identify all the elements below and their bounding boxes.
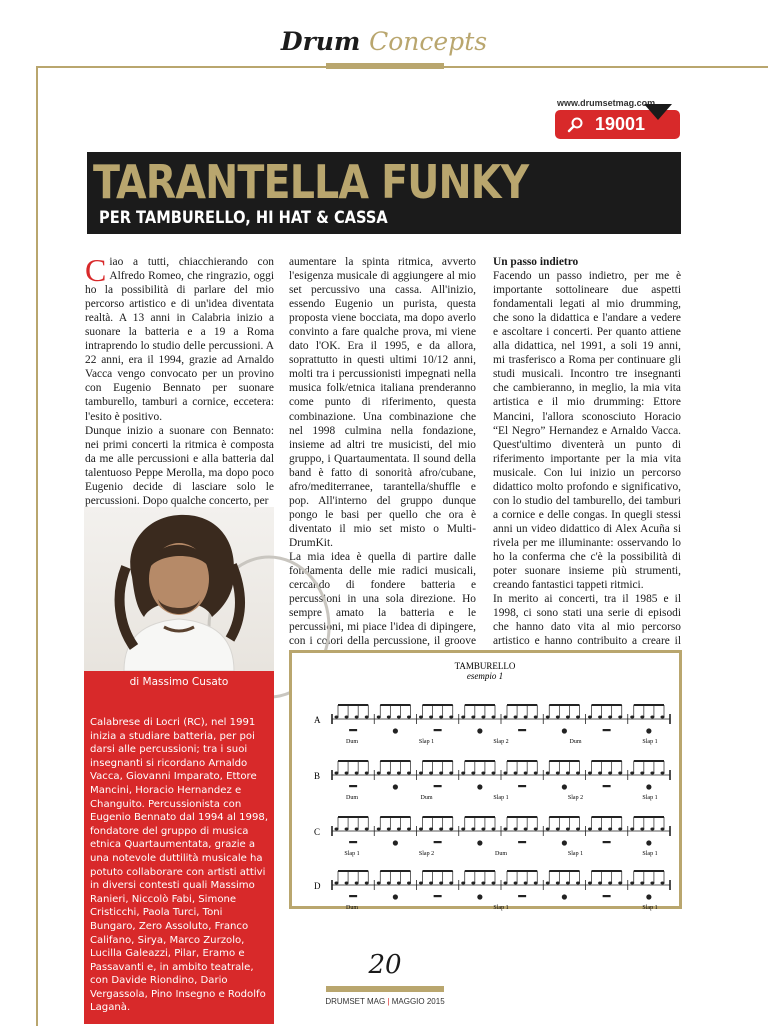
notation-note-head <box>534 828 538 831</box>
page-footer <box>300 997 470 1006</box>
notation-note-head <box>566 828 570 831</box>
notation-note-head <box>471 772 475 775</box>
notation-bass-note <box>393 728 398 733</box>
notation-note-head <box>335 828 339 831</box>
website-url[interactable]: www.drumsetmag.com <box>557 98 656 108</box>
notation-note-head <box>588 716 592 719</box>
notation-note-head <box>449 882 453 885</box>
notation-note-head <box>598 828 602 831</box>
notation-rest <box>603 841 611 843</box>
notation-title: TAMBURELLO <box>454 661 516 671</box>
notation-note-head <box>439 828 443 831</box>
notation-note-head <box>407 882 411 885</box>
notation-bass-note <box>562 840 567 845</box>
notation-note-head <box>524 882 528 885</box>
notation-note-head <box>546 882 550 885</box>
notation-bass-note <box>646 840 651 845</box>
notation-note-head <box>618 828 622 831</box>
notation-stroke-label: Dum <box>495 851 507 857</box>
notation-note-head <box>546 828 550 831</box>
notation-note-head <box>429 716 433 719</box>
notation-note-head <box>397 882 401 885</box>
notation-note-head <box>419 716 423 719</box>
notation-note-head <box>588 882 592 885</box>
article-subtitle: PER TAMBURELLO, HI HAT & CASSA <box>99 208 388 228</box>
notation-stroke-label: Dum <box>569 739 582 745</box>
notation-stroke-label: Slap 1 <box>642 795 658 801</box>
notation-note-head <box>365 716 369 719</box>
notation-note-head <box>335 882 339 885</box>
paragraph: La mia idea è quella di partire dalle fondamenta delle mie radici musicali, cercando di fondere batteria e percussioni in una sola direzione. Ho sempre amato la batteria e le percussioni, mi piace l'idea di dipingere, con i colori della percussione, il groove <box>289 550 476 648</box>
notation-note-head <box>661 828 665 831</box>
author-credit: di Massimo Cusato <box>129 676 229 688</box>
notation-note-head <box>355 828 359 831</box>
paragraph: In merito ai concerti, tra il 1985 e il 1998, ci sono stati una serie di episodi che hanno dato vita al mio percorso artistico e hanno contribuito a creare il <box>493 593 681 648</box>
notation-rows <box>314 705 670 911</box>
notation-stroke-label: Slap 2 <box>567 795 584 801</box>
notation-stroke-label: Slap 1 <box>642 739 658 745</box>
paragraph: aumentare la spinta ritmica, avverto l'esigenza musicale di aggiungere al mio set percussivo una cassa. All'inizio, essendo Eugenio un purista, questa proposta viene bocciata, ma dopo averlo convinto a fare qualche prova, mi viene dato l'OK. Era il 1995, e da allora, soprattutto in questi ultimi 10/12 anni, molti tra i percussionisti impegnati nella musica folk/etnica italiana prenderanno come punto di riferimento, questa combinazione. Una combinazione che nel 1998 culmina nella fondazione, insieme ad altri tre musicisti, del mio gruppo, i Quartaumentata. Il sound della band è fatto di sonorità afro/cubane, afro/mediterranee, tarantella/shuffle e pop. All'interno del gruppo dunque pongo le basi per quello che ora è diventato il mio set misto o Multi-DrumKit. <box>289 256 476 549</box>
notation-note-head <box>407 828 411 831</box>
notation-note-head <box>419 772 423 775</box>
notation-stroke-label: Slap 2 <box>493 739 509 745</box>
notation-stroke-label: Dum <box>420 795 433 801</box>
notation-note-head <box>387 716 391 719</box>
header-tab-bar <box>326 63 444 69</box>
notation-note-head <box>514 882 518 885</box>
article-column-2 <box>289 255 476 690</box>
notation-note-head <box>640 716 644 719</box>
notation-note-head <box>618 716 622 719</box>
notation-note-head <box>534 716 538 719</box>
drop-cap: C <box>85 252 107 288</box>
notation-note-head <box>608 716 612 719</box>
notation-note-head <box>365 828 369 831</box>
paragraph-text: iao a tutti, chiacchierando con Alfredo Romeo, che ringrazio, oggi ho la possibilità di parlare del mio percorso artistico e di un'idea diventata realtà. A 13 anni in Calabria inizio a suonare la batteria e a 19 a Roma intraprendo lo studio delle percussioni. A 22 anni, era il 1994, grazie ad Arnaldo Vacca vengo convocato per un provino con Eugenio Bennato per suonare tamburello, tamburi a cornice, eccetera: l'esito è positivo. <box>85 256 274 423</box>
notation-note-head <box>608 882 612 885</box>
notation-note-head <box>661 882 665 885</box>
notation-rest <box>434 841 442 843</box>
notation-note-head <box>471 828 475 831</box>
notation-rest <box>603 729 611 731</box>
notation-example <box>289 650 682 909</box>
notation-rest <box>603 785 611 787</box>
notation-stroke-label: Dum <box>346 795 358 801</box>
notation-row-label: A <box>314 715 321 725</box>
notation-stroke-label: Dum <box>346 739 358 745</box>
notation-rest <box>518 841 526 843</box>
arrow-down-icon <box>644 104 672 120</box>
notation-note-head <box>576 772 580 775</box>
notation-note-head <box>419 828 423 831</box>
notation-note-head <box>377 772 381 775</box>
article-column-1 <box>85 252 274 508</box>
notation-stroke-label: Slap 1 <box>344 851 360 857</box>
paragraph: Facendo un passo indietro, per me è importante sottolineare due aspetti fondamentali legati al mio drumming, che sono la didattica e l'andare a vedere e ascoltare i concerti. Per quanto attiene alla didattica, nel 1991, a soli 19 anni, mi trasferisco a Roma per continuare gli studi musicali. Incontro tre insegnanti che cambieranno, in meglio, la mia vita artistica e il mio drumming: Ettore Mancini, l'allora sconosciuto Horacio “El Negro” Hernandez e Arnaldo Vacca. Quest'ultimo diventerà un punto di riferimento importante per la mia vita musicale. Con lui inizio un percorso didattico molto profondo e significativo, con lo studio del tamburello, dei tamburi a cornice e delle congas. In quegli stessi anni un video didattico di Alex Acuña si rivela per me illuminante: osservando lo ho la conferma che c'è la possibilità di poter suonare insieme più strumenti, creando fantastici tappeti ritmici. <box>493 270 681 592</box>
magazine-name: DRUMSET MAG <box>325 997 386 1006</box>
notation-note-head <box>588 828 592 831</box>
notation-note-head <box>481 828 485 831</box>
notation-note-head <box>504 882 508 885</box>
footer-separator: | <box>387 997 390 1006</box>
notation-stroke-label: Slap 1 <box>493 795 509 801</box>
notation-rest <box>603 895 611 897</box>
notation-note-head <box>630 716 634 719</box>
footer-tab-bar <box>326 986 444 992</box>
notation-stroke-label: Slap 1 <box>642 851 658 857</box>
notation-rest <box>518 895 526 897</box>
notation-row-label: D <box>314 881 321 891</box>
notation-note-head <box>429 882 433 885</box>
notation-note-head <box>514 716 518 719</box>
notation-bass-note <box>393 840 398 845</box>
notation-bass-note <box>477 784 482 789</box>
notation-note-head <box>419 882 423 885</box>
notation-note-head <box>576 828 580 831</box>
notation-note-head <box>556 772 560 775</box>
notation-note-head <box>345 772 349 775</box>
page-number: 20 <box>368 950 402 980</box>
notation-note-head <box>449 772 453 775</box>
notation-note-head <box>429 828 433 831</box>
notation-bass-note <box>646 784 651 789</box>
notation-note-head <box>492 828 496 831</box>
web-code-number: 19001 <box>595 114 646 134</box>
notation-bass-note <box>477 840 482 845</box>
notation-note-head <box>514 772 518 775</box>
notation-note-head <box>407 716 411 719</box>
notation-bass-note <box>393 784 398 789</box>
notation-note-head <box>335 716 339 719</box>
notation-note-head <box>598 716 602 719</box>
article-column-3 <box>493 255 681 676</box>
notation-note-head <box>377 716 381 719</box>
notation-row-label: B <box>314 771 321 781</box>
notation-note-head <box>397 828 401 831</box>
notation-note-head <box>365 882 369 885</box>
author-bio-box <box>84 671 274 1024</box>
notation-note-head <box>630 882 634 885</box>
notation-bass-note <box>562 784 567 789</box>
notation-note-head <box>461 828 465 831</box>
notation-note-head <box>524 716 528 719</box>
author-photo <box>84 507 274 671</box>
notation-note-head <box>355 716 359 719</box>
notation-rest <box>349 841 357 843</box>
notation-note-head <box>429 772 433 775</box>
notation-rest <box>349 895 357 897</box>
notation-note-head <box>492 716 496 719</box>
notation-subtitle: esempio 1 <box>466 671 504 681</box>
notation-note-head <box>566 716 570 719</box>
notation-note-head <box>630 828 634 831</box>
notation-note-head <box>387 772 391 775</box>
notation-note-head <box>630 772 634 775</box>
notation-stroke-label: Slap 1 <box>493 905 509 911</box>
notation-note-head <box>461 716 465 719</box>
notation-note-head <box>534 882 538 885</box>
notation-note-head <box>504 772 508 775</box>
notation-note-head <box>345 882 349 885</box>
notation-bass-note <box>646 728 651 733</box>
notation-note-head <box>650 772 654 775</box>
notation-note-head <box>556 828 560 831</box>
author-bio: Calabrese di Locri (RC), nel 1991 inizia a studiare batteria, per poi darsi alle percussioni; tra i suoi insegnanti si ricordano Arnaldo Vacca, Giovanni Imparato, Ettore Mancini, Horacio Hernandez e Changuito. Percussionista con Eugenio Bennato dal 1994 al 1998, fondatore del gruppo di musica etnica Quartaumentata, grazie a una notevole duttilità musicale ha potuto collaborare con artisti attivi in diversi contesti quali Massimo Ranieri, Niccolò Fabi, Simone Cristicchi, Paola Turci, Toni Bungaro, Zero Assoluto, Franco Califano, Sirya, Marco Zurzolo, Lucilla Galeazzi, Pilar, Eramo e Passavanti e, in ambito teatrale, con Davide Riondino, Dario Vergassola, Pino Insegno e Rodolfo Laganà. <box>90 717 269 1014</box>
notation-rest <box>434 729 442 731</box>
drum-notation <box>292 653 679 911</box>
paragraph: Dunque inizio a suonare con Bennato: nei primi concerti la ritmica è composta da me alle percussioni e alla batteria dal talentuoso Peppe Merolla, ma dopo poco Eugenio decide di lasciare solo le percussioni. Dopo qualche concerto, per <box>85 424 274 507</box>
notation-bass-note <box>562 894 567 899</box>
notation-note-head <box>471 882 475 885</box>
notation-note-head <box>566 772 570 775</box>
notation-note-head <box>397 716 401 719</box>
section-subheading: Un passo indietro <box>493 256 579 268</box>
notation-note-head <box>449 716 453 719</box>
notation-note-head <box>335 772 339 775</box>
notation-note-head <box>650 828 654 831</box>
notation-note-head <box>588 772 592 775</box>
notation-note-head <box>640 772 644 775</box>
notation-note-head <box>461 882 465 885</box>
notation-note-head <box>377 882 381 885</box>
notation-note-head <box>618 882 622 885</box>
notation-stroke-label: Slap 1 <box>642 905 658 911</box>
notation-rest <box>434 895 442 897</box>
notation-note-head <box>640 882 644 885</box>
section-header <box>0 26 768 58</box>
notation-note-head <box>345 716 349 719</box>
notation-note-head <box>439 772 443 775</box>
notation-note-head <box>504 716 508 719</box>
section-header-word-drum: Drum <box>280 27 361 56</box>
notation-note-head <box>661 772 665 775</box>
search-icon <box>567 116 584 133</box>
notation-bass-note <box>477 894 482 899</box>
notation-rest <box>434 785 442 787</box>
notation-note-head <box>481 882 485 885</box>
paragraph <box>85 252 274 424</box>
notation-note-head <box>576 882 580 885</box>
notation-note-head <box>640 828 644 831</box>
notation-bass-note <box>393 894 398 899</box>
notation-stroke-label: Dum <box>346 905 358 911</box>
notation-note-head <box>492 882 496 885</box>
notation-rest <box>518 785 526 787</box>
notation-note-head <box>514 828 518 831</box>
notation-bass-note <box>562 728 567 733</box>
notation-note-head <box>449 828 453 831</box>
notation-stroke-label: Slap 1 <box>567 851 584 857</box>
notation-note-head <box>524 772 528 775</box>
frame-left-rule <box>36 66 38 1026</box>
notation-note-head <box>365 772 369 775</box>
notation-note-head <box>598 882 602 885</box>
notation-rest <box>518 729 526 731</box>
notation-note-head <box>492 772 496 775</box>
section-header-word-concepts: Concepts <box>369 27 488 56</box>
notation-note-head <box>661 716 665 719</box>
notation-note-head <box>355 882 359 885</box>
notation-note-head <box>407 772 411 775</box>
notation-note-head <box>650 716 654 719</box>
notation-note-head <box>439 716 443 719</box>
article-title: TARANTELLA FUNKY <box>93 155 529 209</box>
issue-date: MAGGIO 2015 <box>391 997 445 1006</box>
web-code-box[interactable] <box>555 98 680 139</box>
notation-note-head <box>377 828 381 831</box>
code-pill[interactable] <box>555 110 680 139</box>
notation-note-head <box>608 828 612 831</box>
notation-note-head <box>439 882 443 885</box>
notation-note-head <box>345 828 349 831</box>
notation-note-head <box>387 882 391 885</box>
notation-note-head <box>618 772 622 775</box>
notation-note-head <box>556 716 560 719</box>
notation-note-head <box>387 828 391 831</box>
notation-note-head <box>481 716 485 719</box>
notation-note-head <box>566 882 570 885</box>
notation-note-head <box>461 772 465 775</box>
notation-stroke-label: Slap 2 <box>418 851 435 857</box>
notation-note-head <box>650 882 654 885</box>
notation-note-head <box>598 772 602 775</box>
author-photo-illustration <box>84 507 274 671</box>
notation-stroke-label: Slap 1 <box>418 739 435 745</box>
notation-rest <box>349 729 357 731</box>
title-banner <box>87 152 681 234</box>
notation-note-head <box>546 772 550 775</box>
notation-note-head <box>504 828 508 831</box>
notation-note-head <box>546 716 550 719</box>
notation-bass-note <box>477 728 482 733</box>
notation-note-head <box>576 716 580 719</box>
notation-note-head <box>524 828 528 831</box>
notation-note-head <box>556 882 560 885</box>
notation-note-head <box>397 772 401 775</box>
notation-note-head <box>355 772 359 775</box>
notation-rest <box>349 785 357 787</box>
notation-row-label: C <box>314 827 321 837</box>
notation-note-head <box>481 772 485 775</box>
notation-bass-note <box>646 894 651 899</box>
notation-note-head <box>608 772 612 775</box>
notation-note-head <box>534 772 538 775</box>
notation-note-head <box>471 716 475 719</box>
